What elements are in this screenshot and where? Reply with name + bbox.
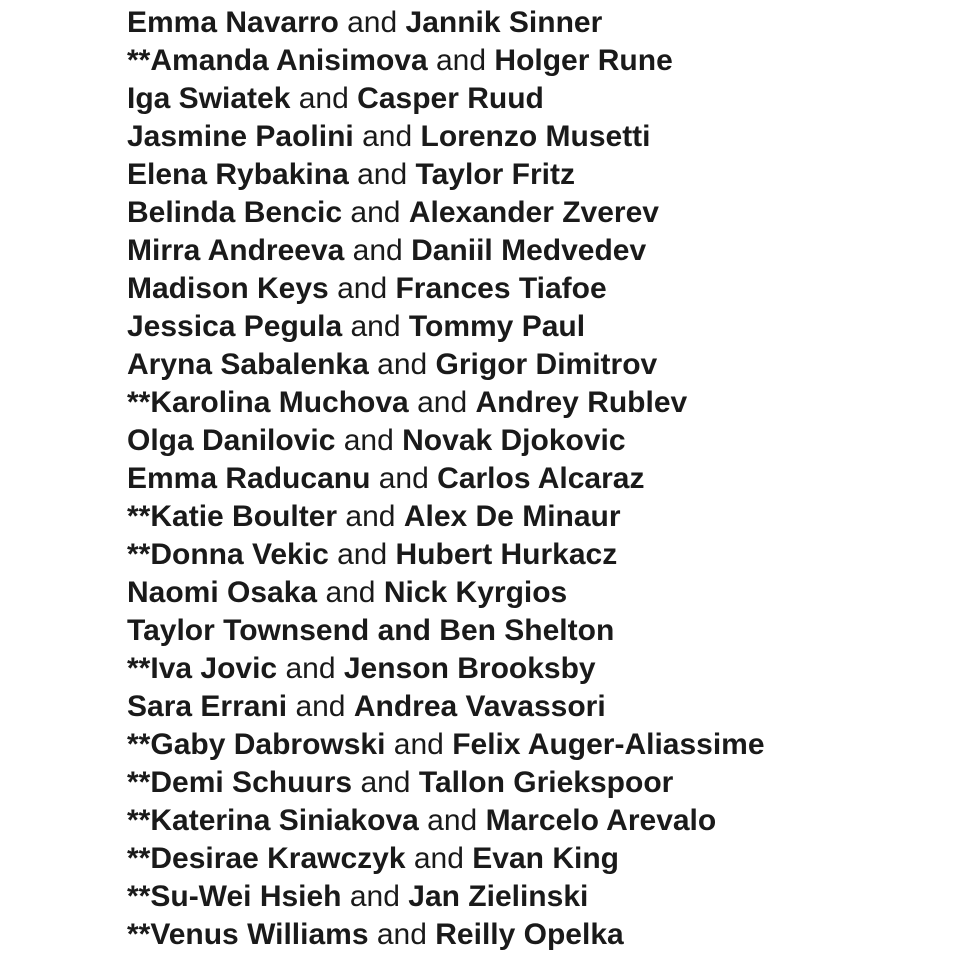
pair-prefix: ** (127, 728, 151, 761)
pair-conjunction: and (377, 614, 431, 647)
pair-row (127, 802, 765, 840)
player-two: Taylor Fritz (415, 158, 575, 191)
pair-row (127, 384, 765, 422)
pair-conjunction: and (350, 310, 401, 343)
pair-conjunction: and (350, 196, 401, 229)
pair-row (127, 156, 765, 194)
pair-row (127, 650, 765, 688)
pair-row (127, 232, 765, 270)
pair-prefix: ** (127, 918, 151, 951)
pair-conjunction: and (417, 386, 468, 419)
pair-prefix: ** (127, 500, 151, 533)
player-one: Naomi Osaka (127, 576, 318, 609)
pair-row (127, 764, 765, 802)
pair-conjunction: and (298, 82, 349, 115)
player-two: Marcelo Arevalo (485, 804, 717, 837)
player-one: Jessica Pegula (127, 310, 343, 343)
player-two: Jan Zielinski (408, 880, 589, 913)
pair-conjunction: and (352, 234, 403, 267)
player-one: Belinda Bencic (127, 196, 343, 229)
pair-row (127, 688, 765, 726)
player-two: Casper Ruud (357, 82, 544, 115)
player-two: Reilly Opelka (435, 918, 624, 951)
player-two: Holger Rune (494, 44, 673, 77)
player-two: Tallon Griekspoor (418, 766, 674, 799)
pair-row (127, 498, 765, 536)
player-two: Nick Kyrgios (383, 576, 568, 609)
pair-conjunction: and (427, 804, 478, 837)
pair-prefix: ** (127, 766, 151, 799)
player-two: Alexander Zverev (408, 196, 659, 229)
pair-prefix: ** (127, 652, 151, 685)
pair-conjunction: and (413, 842, 464, 875)
pair-row (127, 574, 765, 612)
pair-conjunction: and (377, 348, 428, 381)
pair-conjunction: and (337, 272, 388, 305)
player-one: Desirae Krawczyk (150, 842, 406, 875)
player-one: Emma Navarro (127, 6, 339, 39)
player-two: Felix Auger-Aliassime (452, 728, 765, 761)
player-two: Ben Shelton (439, 614, 615, 647)
player-two: Daniil Medvedev (411, 234, 647, 267)
player-two: Andrey Rublev (475, 386, 688, 419)
pair-prefix: ** (127, 880, 151, 913)
pair-row (127, 916, 765, 954)
pair-conjunction: and (436, 44, 487, 77)
pair-conjunction: and (376, 918, 427, 951)
pair-conjunction: and (337, 538, 388, 571)
player-one: Taylor Townsend (127, 614, 370, 647)
pair-conjunction: and (343, 424, 394, 457)
pair-prefix: ** (127, 386, 151, 419)
pair-row (127, 726, 765, 764)
pair-conjunction: and (378, 462, 429, 495)
player-one: Katerina Siniakova (150, 804, 419, 837)
pair-row (127, 840, 765, 878)
pair-row (127, 118, 765, 156)
player-one: Jasmine Paolini (127, 120, 354, 153)
pair-row (127, 80, 765, 118)
player-one: Demi Schuurs (150, 766, 353, 799)
pair-conjunction: and (285, 652, 336, 685)
player-one: Iva Jovic (150, 652, 278, 685)
pair-prefix: ** (127, 538, 151, 571)
pair-conjunction: and (325, 576, 376, 609)
pair-row (127, 536, 765, 574)
player-one: Katie Boulter (150, 500, 338, 533)
pair-row (127, 612, 765, 650)
player-two: Novak Djokovic (402, 424, 626, 457)
pair-conjunction: and (357, 158, 408, 191)
player-two: Alex De Minaur (403, 500, 621, 533)
pair-conjunction: and (349, 880, 400, 913)
player-two: Jannik Sinner (405, 6, 603, 39)
pair-conjunction: and (295, 690, 346, 723)
player-one: Amanda Anisimova (150, 44, 428, 77)
player-one: Olga Danilovic (127, 424, 336, 457)
player-two: Grigor Dimitrov (435, 348, 658, 381)
pair-prefix: ** (127, 842, 151, 875)
pair-prefix: ** (127, 44, 151, 77)
pair-row (127, 308, 765, 346)
pair-conjunction: and (393, 728, 444, 761)
player-one: Elena Rybakina (127, 158, 349, 191)
pair-row (127, 194, 765, 232)
player-one: Venus Williams (150, 918, 369, 951)
player-one: Sara Errani (127, 690, 288, 723)
pair-row (127, 878, 765, 916)
player-two: Evan King (472, 842, 619, 875)
pair-row (127, 4, 765, 42)
pair-row (127, 270, 765, 308)
pair-row (127, 422, 765, 460)
pair-conjunction: and (360, 766, 411, 799)
player-two: Andrea Vavassori (353, 690, 606, 723)
player-two: Frances Tiafoe (395, 272, 607, 305)
player-one: Gaby Dabrowski (150, 728, 386, 761)
pair-row (127, 42, 765, 80)
pair-row (127, 346, 765, 384)
pair-conjunction: and (347, 6, 398, 39)
pair-row (127, 460, 765, 498)
player-one: Su-Wei Hsieh (150, 880, 342, 913)
pair-conjunction: and (362, 120, 413, 153)
pair-prefix: ** (127, 804, 151, 837)
player-one: Iga Swiatek (127, 82, 291, 115)
player-two: Hubert Hurkacz (395, 538, 618, 571)
player-two: Jenson Brooksby (343, 652, 596, 685)
player-two: Lorenzo Musetti (420, 120, 651, 153)
player-one: Madison Keys (127, 272, 329, 305)
player-two: Tommy Paul (408, 310, 586, 343)
player-two: Carlos Alcaraz (437, 462, 645, 495)
player-one: Mirra Andreeva (127, 234, 345, 267)
player-one: Emma Raducanu (127, 462, 371, 495)
player-one: Karolina Muchova (150, 386, 409, 419)
player-one: Donna Vekic (150, 538, 329, 571)
player-one: Aryna Sabalenka (127, 348, 369, 381)
pairs-list (127, 4, 765, 954)
pair-conjunction: and (345, 500, 396, 533)
